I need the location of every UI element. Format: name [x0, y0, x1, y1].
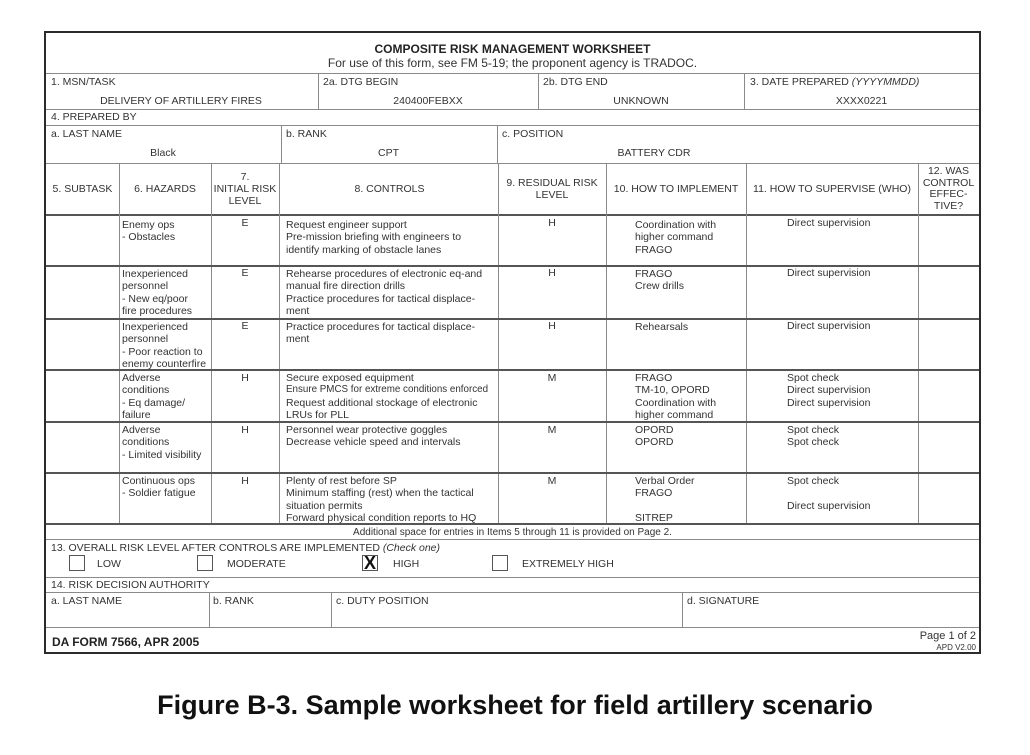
date-prepared-field[interactable]: XXXX0221 [835, 95, 888, 107]
risk-worksheet-form [44, 31, 981, 654]
line: Continuous ops [122, 475, 195, 487]
line: Verbal Order [635, 475, 695, 487]
line: LRUs for PLL [286, 408, 350, 421]
line: conditions [122, 384, 170, 397]
divider [46, 125, 979, 126]
header-line: CONTROL [922, 176, 975, 189]
msn-task-label: 1. MSN/TASK [51, 76, 116, 88]
line: Forward physical condition reports to HQ [286, 511, 477, 524]
col-header-controls: 8. CONTROLS [354, 183, 425, 195]
line: Request additional stockage of electronic [286, 396, 478, 409]
authority-last-name-field[interactable] [46, 593, 209, 627]
header-line: INITIAL RISK [213, 183, 277, 195]
line: - Eq damage/ [122, 396, 186, 409]
header-line: 12. WAS [927, 165, 970, 177]
controls-cell[interactable] [286, 424, 461, 449]
line: FRAGO [635, 372, 673, 384]
authority-signature-field[interactable] [683, 593, 979, 627]
line: FRAGO [635, 487, 673, 500]
col-header-residual-risk [498, 164, 606, 214]
header-line: TIVE? [933, 199, 964, 212]
line: Practice procedures for tactical displace- [286, 292, 476, 305]
divider [46, 577, 979, 578]
line: Direct supervision [787, 320, 871, 332]
controls-cell[interactable] [286, 321, 475, 346]
line: Spot check [787, 424, 839, 436]
line: - New eq/poor [122, 292, 188, 305]
implement-cell[interactable] [635, 475, 695, 524]
line: Spot check [787, 475, 839, 487]
divider [279, 163, 280, 523]
date-prepared-label: 3. DATE PREPARED (YYYYMMDD) [750, 76, 920, 88]
figure-caption: Figure B-3. Sample worksheet for field artillery scenario [157, 690, 873, 720]
rank-label: b. RANK [286, 128, 327, 140]
col-header-initial-risk [211, 164, 279, 214]
implement-cell[interactable] [635, 321, 688, 333]
divider [46, 472, 979, 474]
line: - Poor reaction to [122, 345, 203, 358]
divider [746, 163, 747, 523]
line: - Soldier fatigue [122, 487, 196, 500]
divider [119, 163, 120, 523]
dtg-begin-label: 2a. DTG BEGIN [323, 76, 399, 88]
form-subtitle: For use of this form, see FM 5-19; the proponent agency is TRADOC. [327, 56, 698, 70]
authority-duty-position-field[interactable] [332, 593, 681, 627]
line: OPORD [635, 436, 674, 449]
line: Adverse [122, 372, 161, 384]
effective-cell[interactable] [919, 266, 979, 318]
line: identify marking of obstacle lanes [286, 243, 442, 256]
hazard-cell[interactable] [122, 424, 201, 461]
line: personnel [122, 280, 169, 293]
risk-high-checkbox[interactable]: X [363, 553, 376, 573]
authority-signature-label: d. SIGNATURE [687, 595, 760, 607]
residual-risk-cell[interactable]: H [548, 267, 556, 279]
line: Direct supervision [787, 217, 871, 229]
line: personnel [122, 333, 169, 346]
divider [46, 421, 979, 423]
header-line: LEVEL [535, 189, 569, 201]
dtg-end-label: 2b. DTG END [543, 76, 608, 88]
header-line: LEVEL [228, 195, 262, 207]
line: Request engineer support [286, 219, 407, 231]
line: failure [122, 408, 151, 421]
header-line: 9. RESIDUAL RISK [506, 177, 598, 189]
controls-cell[interactable] [286, 219, 461, 256]
implement-cell[interactable] [635, 268, 684, 293]
line: Direct supervision [787, 396, 871, 409]
implement-cell[interactable] [635, 424, 674, 449]
line: Decrease vehicle speed and intervals [286, 436, 461, 449]
divider [46, 109, 979, 110]
line: - Limited visibility [122, 448, 202, 461]
header-line: EFFEC- [929, 188, 968, 200]
msn-task-field[interactable]: DELIVERY OF ARTILLERY FIRES [100, 95, 262, 107]
implement-cell[interactable] [635, 219, 716, 256]
initial-risk-cell[interactable]: H [241, 475, 249, 487]
line: Personnel wear protective goggles [286, 424, 448, 436]
supervise-cell[interactable] [787, 267, 870, 279]
initial-risk-cell[interactable]: H [241, 372, 249, 384]
prepared-by-label: 4. PREPARED BY [51, 111, 137, 123]
rank-field[interactable]: CPT [378, 147, 399, 159]
line: Plenty of rest before SP [286, 475, 397, 487]
divider [46, 539, 979, 540]
effective-cell[interactable] [919, 422, 979, 472]
line [787, 487, 870, 499]
initial-risk-cell[interactable]: E [241, 320, 249, 332]
divider [606, 163, 607, 523]
line: Crew drills [635, 280, 685, 293]
line: Direct supervision [787, 499, 871, 512]
additional-space-note: Additional space for entries in Items 5 through 11 is provided on Page 2. [353, 527, 672, 538]
risk-moderate-checkbox[interactable] [197, 555, 213, 571]
hazard-cell[interactable] [122, 321, 206, 370]
divider [46, 214, 979, 216]
residual-risk-cell[interactable]: H [548, 320, 556, 332]
header-line: 7. [240, 171, 250, 183]
line: Coordination with [635, 396, 717, 409]
divider [46, 627, 979, 628]
risk-low-checkbox[interactable] [69, 555, 85, 571]
line: enemy counterfire [122, 357, 207, 370]
line: situation permits [286, 499, 363, 512]
line: ment [286, 304, 310, 317]
effective-cell[interactable] [919, 215, 979, 265]
line: conditions [122, 436, 170, 449]
hazard-cell[interactable] [122, 372, 185, 421]
line: Pre-mission briefing with engineers to [286, 231, 462, 244]
col-header-was-effective [918, 164, 979, 214]
supervise-cell[interactable] [787, 320, 870, 332]
authority-rank-label: b. RANK [213, 595, 254, 607]
line: Practice procedures for tactical displace- [286, 321, 476, 333]
line: Secure exposed equipment [286, 372, 414, 384]
line: higher command [635, 408, 714, 421]
risk-moderate-label: MODERATE [227, 558, 286, 570]
supervise-cell[interactable] [787, 475, 870, 512]
supervise-cell[interactable] [787, 217, 870, 229]
col-header-subtask: 5. SUBTASK [52, 183, 113, 195]
controls-cell[interactable] [286, 268, 482, 317]
line: ment [286, 333, 310, 346]
effective-cell[interactable] [919, 319, 979, 369]
controls-cell[interactable] [286, 372, 488, 421]
last-name-label: a. LAST NAME [51, 128, 122, 140]
risk-extremely-high-label: EXTREMELY HIGH [522, 558, 614, 570]
line: Inexperienced [122, 268, 188, 280]
line: SITREP [635, 511, 673, 524]
implement-cell[interactable] [635, 372, 716, 421]
col-header-hazards: 6. HAZARDS [134, 183, 196, 195]
risk-high-label: HIGH [393, 558, 420, 570]
effective-cell[interactable] [919, 370, 979, 421]
page-indicator: Page 1 of 2 [919, 630, 976, 642]
line: Spot check [787, 436, 839, 449]
line: - Obstacles [122, 231, 176, 244]
form-id: DA FORM 7566, APR 2005 [52, 635, 200, 649]
line: Minimum staffing (rest) when the tactical [286, 487, 474, 500]
authority-duty-position-label: c. DUTY POSITION [336, 595, 429, 607]
risk-extremely-high-checkbox[interactable] [492, 555, 508, 571]
controls-cell[interactable] [286, 475, 476, 524]
overall-risk-label: 13. OVERALL RISK LEVEL AFTER CONTROLS ARE IMPLEMENTED (Check one) [51, 542, 441, 554]
col-header-how-to-supervise: 11. HOW TO SUPERVISE (WHO) [753, 183, 911, 195]
line: OPORD [635, 424, 674, 436]
line: FRAGO [635, 268, 673, 280]
residual-risk-cell[interactable]: H [548, 217, 556, 229]
divider [46, 73, 979, 74]
last-name-field[interactable]: Black [150, 147, 176, 159]
residual-risk-cell[interactable]: M [547, 372, 557, 384]
residual-risk-cell[interactable]: M [547, 475, 557, 487]
dtg-end-field[interactable]: UNKNOWN [613, 95, 669, 107]
line: Adverse [122, 424, 161, 436]
form-version: APD V2.00 [936, 643, 976, 652]
supervise-cell[interactable] [787, 372, 870, 409]
effective-cell[interactable] [919, 473, 979, 523]
authority-last-name-label: a. LAST NAME [51, 595, 122, 607]
hazard-cell[interactable] [122, 475, 196, 500]
line: Inexperienced [122, 321, 188, 333]
line [635, 500, 695, 512]
line: Coordination with [635, 219, 717, 231]
line: Direct supervision [787, 384, 871, 397]
col-header-how-to-implement: 10. HOW TO IMPLEMENT [613, 183, 739, 195]
dtg-begin-field[interactable]: 240400FEBXX [393, 95, 463, 107]
line: fire procedures [122, 304, 193, 317]
line: FRAGO [635, 243, 673, 256]
initial-risk-cell[interactable]: H [241, 424, 249, 436]
line: Rehearsals [635, 321, 689, 333]
line: Direct supervision [787, 267, 871, 279]
hazard-cell[interactable] [122, 268, 192, 317]
authority-rank-field[interactable] [210, 593, 331, 627]
risk-low-label: LOW [97, 558, 121, 570]
residual-risk-cell[interactable]: M [547, 424, 557, 436]
line: higher command [635, 231, 714, 244]
supervise-cell[interactable] [787, 424, 839, 449]
line: TM-10, OPORD [635, 384, 710, 397]
position-field[interactable]: BATTERY CDR [617, 147, 691, 159]
line: Ensure PMCS for extreme conditions enforced [286, 384, 489, 396]
decision-authority-label: 14. RISK DECISION AUTHORITY [51, 579, 210, 591]
position-label: c. POSITION [502, 128, 564, 140]
initial-risk-cell[interactable]: E [241, 217, 249, 229]
line: Enemy ops [122, 219, 175, 231]
line: Spot check [787, 372, 839, 384]
line: manual fire direction drills [286, 280, 406, 293]
initial-risk-cell[interactable]: E [241, 267, 249, 279]
form-title: COMPOSITE RISK MANAGEMENT WORKSHEET [374, 42, 651, 56]
divider [46, 523, 979, 525]
hazard-cell[interactable] [122, 219, 175, 244]
line: Rehearse procedures of electronic eq-and [286, 268, 483, 280]
